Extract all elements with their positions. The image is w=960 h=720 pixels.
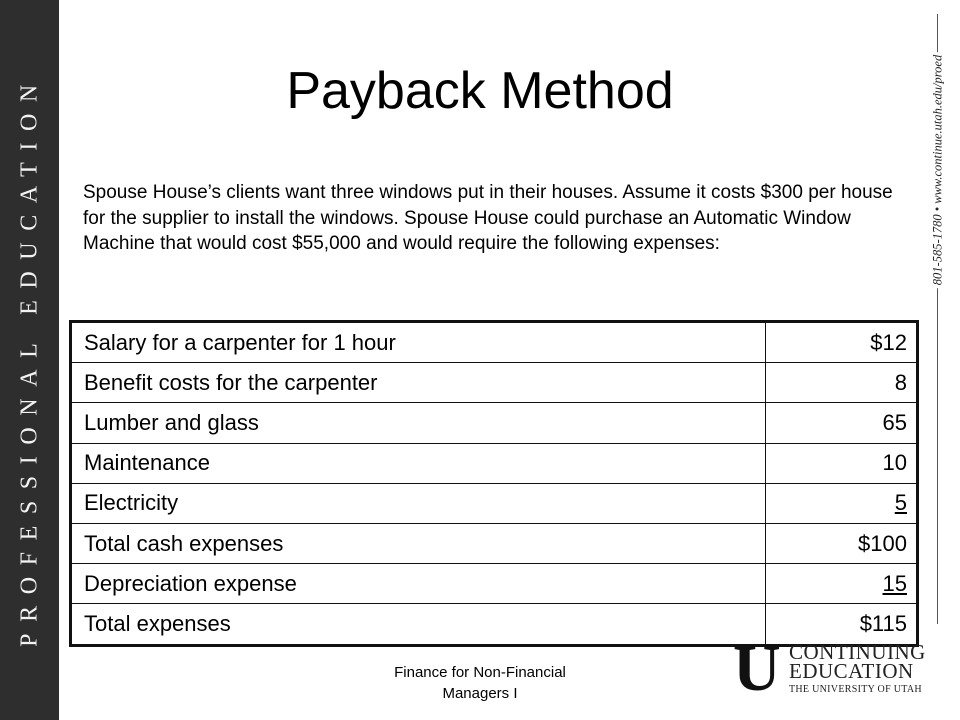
- footer-line-2: Managers I: [442, 685, 518, 702]
- contact-text: 801-585-1780 • www.continue.utah.edu/proed: [931, 52, 946, 288]
- row-label: Lumber and glass: [71, 403, 766, 443]
- table-row: [71, 604, 918, 645]
- row-value-text: $12: [870, 329, 907, 355]
- footer-caption: [340, 662, 620, 704]
- row-value-text: $100: [858, 530, 907, 556]
- row-value: [766, 443, 918, 483]
- table-row: [71, 363, 918, 403]
- row-value-text: 10: [882, 450, 907, 476]
- table-row: [71, 523, 918, 563]
- table-row: [71, 483, 918, 523]
- logo-line-1: CONTINUING: [789, 640, 926, 664]
- row-value: [766, 483, 918, 523]
- table-row: [71, 322, 918, 363]
- logo-line-3: THE UNIVERSITY OF UTAH: [789, 684, 922, 695]
- row-value: [766, 564, 918, 604]
- row-value: [766, 403, 918, 443]
- logo-u-mark: U: [733, 632, 781, 705]
- row-label: Maintenance: [71, 443, 766, 483]
- footer-line-1: Finance for Non-Financial: [394, 664, 566, 681]
- row-value-text: 65: [882, 409, 907, 435]
- expenses-table: [69, 320, 919, 647]
- table-row: [71, 443, 918, 483]
- row-label: Benefit costs for the carpenter: [71, 363, 766, 403]
- sidebar-text: PROFESSIONAL EDUCATION: [16, 73, 42, 647]
- university-logo: [733, 632, 938, 705]
- table-row: [71, 403, 918, 443]
- row-label: Depreciation expense: [71, 564, 766, 604]
- intro-paragraph: Spouse House’s clients want three windows put in their houses. Assume it costs $300 per house for the supplier to install the windows. Spouse House could purchase an Automatic Window Machine that would cost $55,000 and would require the following expenses:: [83, 182, 893, 255]
- row-value-text: 15: [882, 570, 907, 596]
- row-label: Total cash expenses: [71, 523, 766, 563]
- row-value-text: $115: [859, 610, 907, 636]
- row-label: Total expenses: [71, 604, 766, 645]
- logo-line-2: EDUCATION: [789, 659, 914, 683]
- row-label: Electricity: [71, 483, 766, 523]
- row-label: Salary for a carpenter for 1 hour: [71, 322, 766, 363]
- slide-title: Payback Method: [286, 62, 674, 120]
- row-value-text: 8: [894, 369, 907, 395]
- row-value: [766, 523, 918, 563]
- row-value: [766, 322, 918, 363]
- row-value-text: 5: [894, 490, 907, 516]
- row-value: [766, 604, 918, 645]
- row-value: [766, 363, 918, 403]
- table-row: [71, 564, 918, 604]
- sidebar-band: [0, 0, 59, 720]
